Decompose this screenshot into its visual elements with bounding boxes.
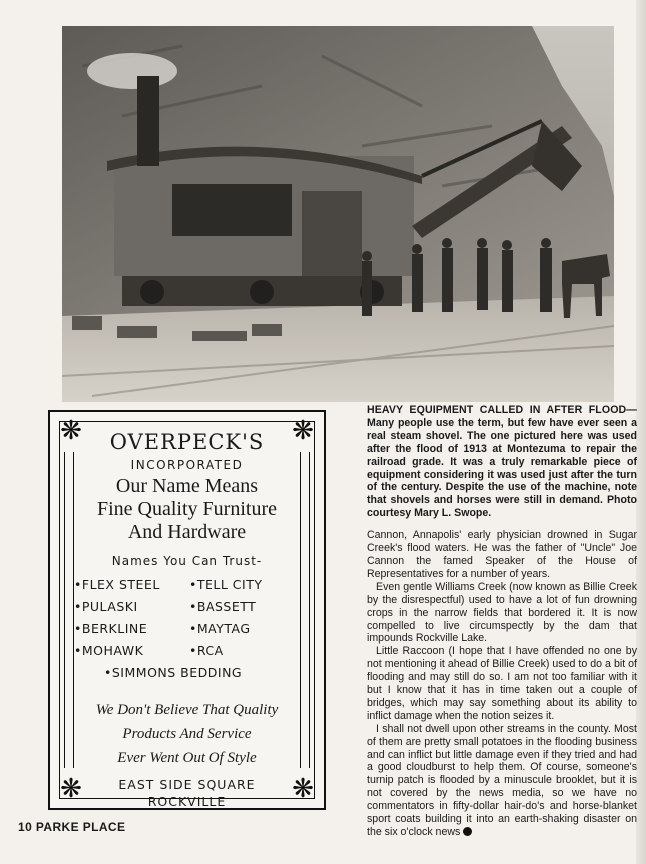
article-paragraph: Cannon, Annapolis' early physician drowned in Sugar Creek's flood waters. He was the father of "Uncle" Joe Cannon the famed Speaker of the House of Representatives for a number of years. xyxy=(367,529,637,580)
article-paragraph-text: I shall not dwell upon other streams in the county. Most of them are pretty small potatoes in the flooding business and can inflict but little damage even if they tried and had a good cloudburst to help them. Of course, someone's turnip patch is flooded by a minuscule brooklet, but it is not covered by the news media, so we have no commentators in fifty-dollar hair-do's and horse-blanket sport coats building it into an earth-shaking disaster on the six o'clock news xyxy=(367,722,637,838)
caption-headline: HEAVY EQUIPMENT CALLED IN AFTER FLOOD— xyxy=(367,404,637,416)
ad-address-line: EAST SIDE SQUARE xyxy=(118,777,256,792)
ad-names-heading: Names You Can Trust- xyxy=(111,554,263,568)
steam-shovel-photo xyxy=(62,26,614,402)
brand-item: •TELL CITY xyxy=(189,577,263,592)
overpecks-advertisement xyxy=(48,410,326,810)
caption-text: Many people use the term, but few have ever seen a real steam shovel. The one pictured here was used after the flood of 1913 at Montezuma to repair the railroad grade. It was a truly remarkable piece of equipment considering it was used just after the turn of the century. Despite the use of the machine, note that shovels and horses were still in demand. Photo courtesy Mary L. Swope. xyxy=(367,416,637,520)
brand-item: •PULASKI xyxy=(74,599,138,614)
scroll-ornament-icon: ❋ xyxy=(60,774,82,804)
brand-item: •FLEX STEEL xyxy=(74,577,160,592)
ad-tagline-line: Our Name Means xyxy=(115,475,259,497)
brand-item: •MAYTAG xyxy=(189,621,251,636)
brand-item: •SIMMONS BEDDING xyxy=(104,665,243,680)
article-paragraph-last xyxy=(367,723,637,839)
ad-subtitle: INCORPORATED xyxy=(130,458,244,472)
end-mark-icon xyxy=(463,827,472,836)
article-column xyxy=(367,404,637,839)
brand-item: •RCA xyxy=(189,643,224,658)
ad-ornament-left xyxy=(64,452,74,768)
ad-motto-line: We Don't Believe That Quality xyxy=(95,702,279,718)
scroll-ornament-icon: ❋ xyxy=(292,774,314,804)
ad-tagline-line: Fine Quality Furniture xyxy=(97,498,277,520)
scroll-ornament-icon: ❋ xyxy=(292,416,314,446)
brand-item: •BASSETT xyxy=(189,599,257,614)
brand-item: •MOHAWK xyxy=(74,643,144,658)
ad-motto xyxy=(74,698,300,770)
article-paragraph: Even gentle Williams Creek (now known as Billie Creek by the disrespectful) used to have a lot of fun drowning crops in the narrow fields that bordered it. It is now compelled to live circumspectly by the dam that impounds Rockville Lake. xyxy=(367,580,637,645)
ad-content xyxy=(74,426,300,810)
scroll-ornament-icon: ❋ xyxy=(60,416,82,446)
ad-motto-line: Products And Service xyxy=(122,726,252,742)
ad-ornament-right xyxy=(300,452,310,768)
page-edge-shadow xyxy=(636,0,646,864)
ad-motto-line: Ever Went Out Of Style xyxy=(117,750,257,766)
article-paragraph: Little Raccoon (I hope that I have offended no one by not mentioning it ahead of Billie Creek) used to do a bit of flooding and may still do so. I am not too familiar with it but I know that it has in time taken out a couple of bridges, which may say something about its ability to inflict damage when the notion seizes it. xyxy=(367,645,637,722)
photo-caption xyxy=(367,404,637,520)
brand-item: •BERKLINE xyxy=(74,621,148,636)
brand-list xyxy=(74,577,300,680)
ad-tagline xyxy=(74,475,300,544)
ad-address-line: ROCKVILLE xyxy=(147,794,227,809)
ad-brand-name: OVERPECK'S xyxy=(109,430,265,454)
page-footer: 10 PARKE PLACE xyxy=(18,820,126,834)
ad-tagline-line: And Hardware xyxy=(127,521,247,543)
ad-address xyxy=(74,776,300,810)
